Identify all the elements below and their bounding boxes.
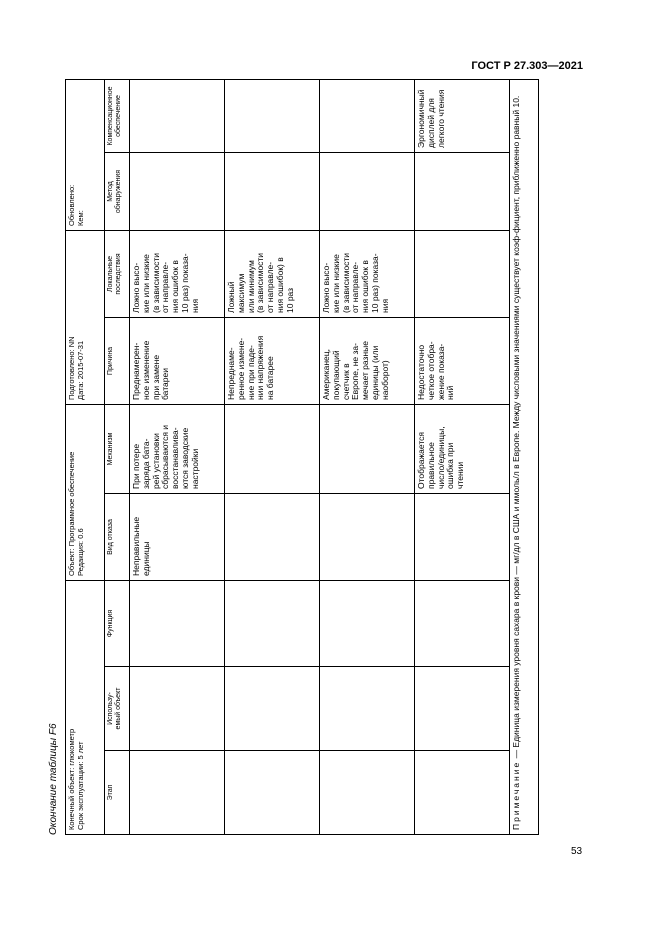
column-header: Причина xyxy=(105,318,130,405)
table-cell: Ложно высо- кие или низкие (в зависимости от направле- ния ошибок в 10 раз) показа- ния xyxy=(320,230,415,317)
table-cell xyxy=(130,79,225,152)
table-cell xyxy=(320,405,415,494)
column-header: Использу- емый объект xyxy=(105,667,130,751)
table-cell: Неправильные единицы xyxy=(130,494,225,581)
column-header: Метод обнаружения xyxy=(105,152,130,230)
updated-group-header: Обновлено: Кем: xyxy=(66,79,105,230)
table-cell: Недостаточно четкое отобра- жение показа- ний xyxy=(415,318,510,405)
table-row xyxy=(130,79,225,834)
table-cell: Эргономичный дисплей для легкого чтения xyxy=(415,79,510,152)
table-cell: Преднамерен- ное изменение при замене батареи xyxy=(130,318,225,405)
table-cell xyxy=(225,751,320,835)
group-header-row xyxy=(66,79,105,834)
table-cell: Непреднаме- ренное измене- ние при паде- нии напряжения на батарее xyxy=(225,318,320,405)
table-cell xyxy=(225,581,320,667)
table-row xyxy=(415,79,510,834)
document-header: ГОСТ Р 27.303—2021 xyxy=(471,60,583,72)
object-group-header: Конечный объект: глюкометр Срок эксплуатации: 5 лет xyxy=(66,581,105,835)
column-header: Компенсационное обеспечение xyxy=(105,79,130,152)
column-header: Локальные последствия xyxy=(105,230,130,317)
table-cell xyxy=(320,152,415,230)
table-cell xyxy=(415,751,510,835)
table-note xyxy=(510,79,539,834)
note-row xyxy=(510,79,539,834)
table-cell xyxy=(225,405,320,494)
table-row xyxy=(320,79,415,834)
table-cell xyxy=(415,667,510,751)
table-cell xyxy=(320,79,415,152)
table-cell xyxy=(225,494,320,581)
table-cell xyxy=(130,667,225,751)
table-cell xyxy=(320,751,415,835)
table-cell xyxy=(415,494,510,581)
column-header: Вид отказа xyxy=(105,494,130,581)
fmea-table xyxy=(65,79,539,835)
table-cell: Ложный максимум или минимум (в зависимости от направле- ния ошибок) в 10 раз xyxy=(225,230,320,317)
table-cell xyxy=(130,581,225,667)
table-row xyxy=(225,79,320,834)
page-number: 53 xyxy=(571,846,583,857)
table-cell xyxy=(225,667,320,751)
table-cell xyxy=(225,79,320,152)
table-cell xyxy=(415,230,510,317)
table-cell xyxy=(130,751,225,835)
table-cell xyxy=(415,581,510,667)
column-header: Этап xyxy=(105,751,130,835)
table-cell: Американец, покупающий счетчик в Европе, не за- мечает разные единицы (или наоборот) xyxy=(320,318,415,405)
program-group-header: Объект: Программное обеспечение Редакция: 0.6 xyxy=(66,405,105,581)
table-caption: Окончание таблицы F6 xyxy=(48,723,59,835)
table-cell xyxy=(225,152,320,230)
column-header: Механизм xyxy=(105,405,130,494)
table-cell xyxy=(415,152,510,230)
column-header-row xyxy=(105,79,130,834)
rotated-table-area xyxy=(48,86,530,835)
table-cell xyxy=(320,581,415,667)
table-cell xyxy=(130,152,225,230)
column-header: Функция xyxy=(105,581,130,667)
table-cell: Ложно высо- кие или низкие (в зависимости от направле- ния ошибок в 10 раз) показа- ния xyxy=(130,230,225,317)
note-label: Примечание xyxy=(511,760,521,830)
table-cell: Отображается правильное число/единицы, ошибка при чтении xyxy=(415,405,510,494)
table-cell xyxy=(320,494,415,581)
prepared-group-header: Подготовлено: NN Дата: 2015-07-31 xyxy=(66,230,105,404)
table-cell xyxy=(320,667,415,751)
table-cell: При потере заряда бата- рей установки сбрасываются и восстанавлива- ются заводские настройки xyxy=(130,405,225,494)
note-text: — Единица измерения уровня сахара в крови — мг/дл в США и ммоль/л в Европе. Между числовыми значениями существует коэф-фициент, приближенно равный 10. xyxy=(511,95,521,761)
